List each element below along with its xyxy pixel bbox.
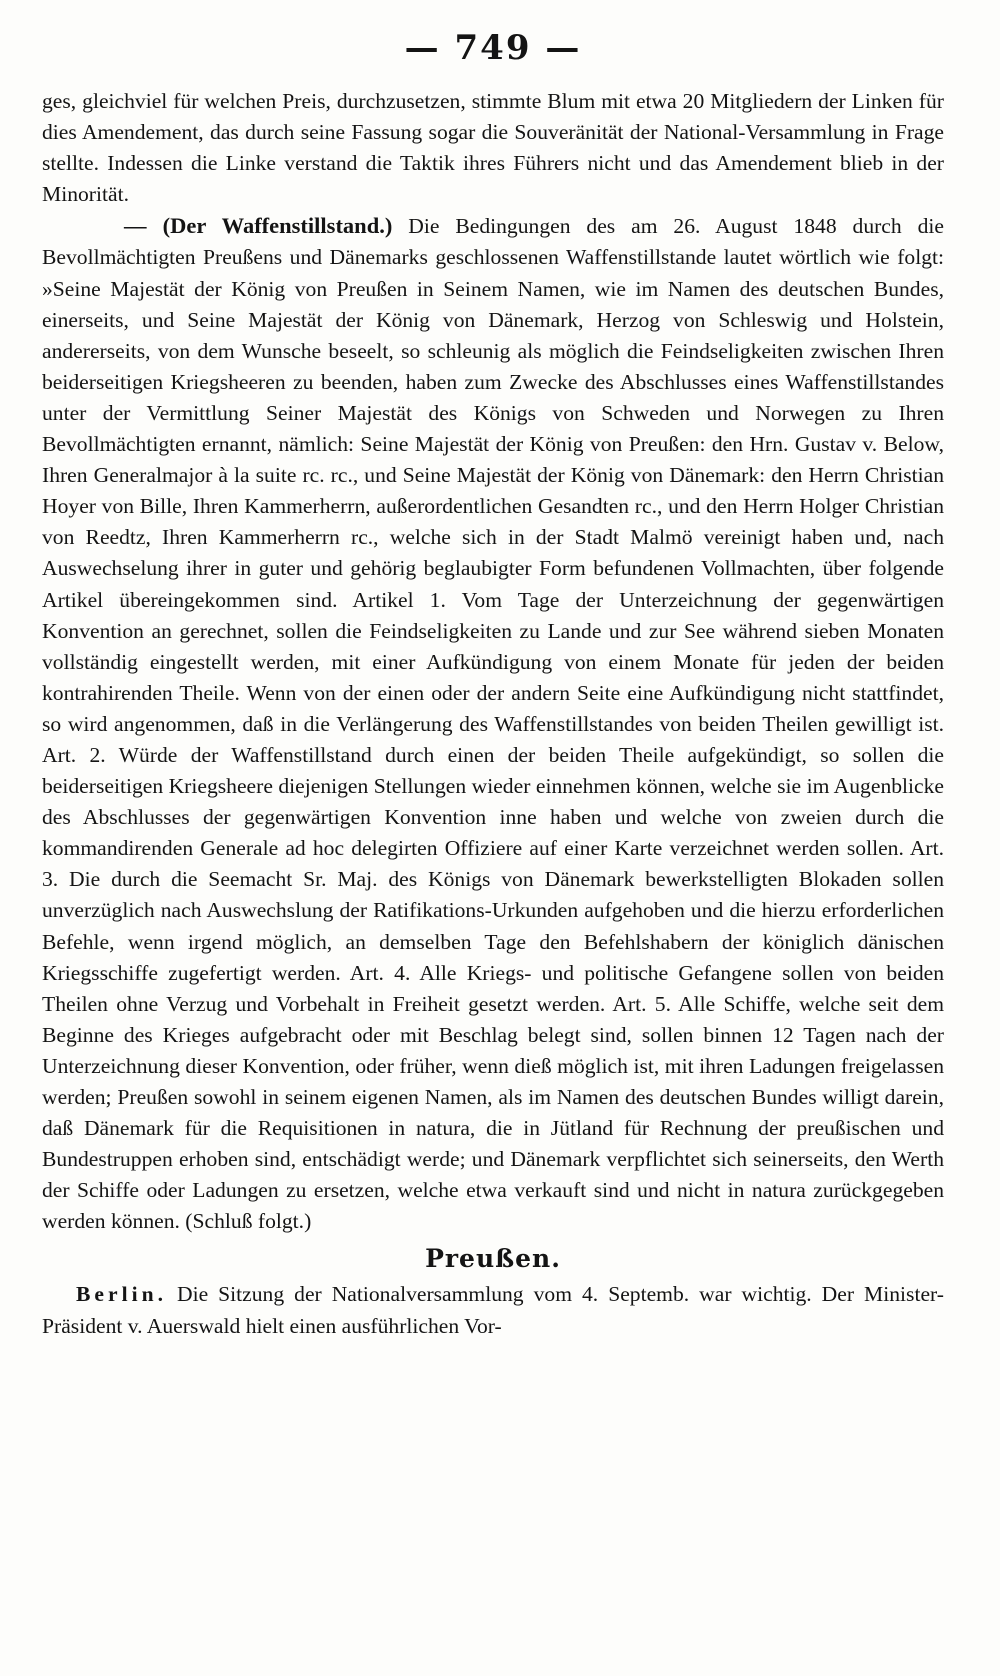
berlin-dateline: Berlin. <box>76 1282 167 1307</box>
continuation-text: ges, gleichviel für welchen Preis, durchzusetzen, stimmte Blum mit etwa 20 Mitgliedern der Linken für dies Amendement, das durch seine Fassung sogar die Souveränität der National-Versammlung in Frage stellte. Indessen die Linke verstand die Taktik ihres Führers nicht und das Amendement blieb in der Minorität. <box>42 89 944 207</box>
section-title: Preußen. <box>425 1244 561 1274</box>
page-number: — 749 — <box>404 28 582 68</box>
berlin-report <box>42 1279 944 1341</box>
armistice-text: Die Bedingungen des am 26. August 1848 durch die Bevollmächtigten Preußens und Dänemarks geschlossenen Waffenstillstande lautet wörtlich wie folgt: »Seine Majestät der König von Preußen in Seinem Namen, wie im Namen des deutschen Bundes, einerseits, und Seine Majestät der König von Dänemark, Herzog von Schleswig und Holstein, andererseits, von dem Wunsche beseelt, so schleunig als möglich die Feindseligkeiten zwischen Ihren beiderseitigen Kriegsheeren zu beenden, haben zum Zwecke des Abschlusses eines Waffenstillstandes unter der Vermittlung Seiner Majestät des Königs von Schweden und Norwegen zu Ihren Bevollmächtigten ernannt, nämlich: Seine Majestät der König von Preußen: den Hrn. Gustav v. Below, Ihren Generalmajor à la suite rc. rc., und Seine Majestät der König von Dänemark: den Herrn Christian Hoyer von Bille, Ihren Kammerherrn, außerordentlichen Gesandten rc., und den Herrn Holger Christian von Reedtz, Ihren Kammerherrn rc., welche sich in der Stadt Malmö vereinigt haben und, nach Auswechselung ihrer in guter und gehörig beglaubigter Form befundenen Vollmachten, über folgende Artikel übereingekommen sind. Artikel 1. Vom Tage der Unterzeichnung der gegenwärtigen Konvention an gerechnet, sollen die Feindseligkeiten zu Lande und zur See während sieben Monaten vollständig eingestellt werden, mit einer Aufkündigung von einem Monate für jeden der beiden kontrahirenden Theile. Wenn von der einen oder der andern Seite eine Aufkündigung nicht stattfindet, so wird angenommen, daß in die Verlängerung des Waffenstillstandes von beiden Theilen gewilligt ist. Art. 2. Würde der Waffenstillstand durch einen der beiden Theile aufgekündigt, so sollen die beiderseitigen Kriegsheere diejenigen Stellungen wieder einnehmen können, welche sie im Augenblicke des Abschlusses der gegenwärtigen Konvention inne haben und welche von zweien durch die kommandirenden Generale ad hoc delegirten Offiziere auf einer Karte verzeichnet werden sollen. Art. 3. Die durch die Seemacht Sr. Maj. des Königs von Dänemark bewerkstelligten Blokaden sollen unverzüglich nach Auswechslung der Ratifikations-Urkunden aufgehoben und die hierzu erforderlichen Befehle, wenn irgend möglich, an demselben Tage den Befehlshabern der königlich dänischen Kriegsschiffe zugefertigt werden. Art. 4. Alle Kriegs- und politische Gefangene sollen von beiden Theilen ohne Verzug und Vorbehalt in Freiheit gesetzt werden. Art. 5. Alle Schiffe, welche seit dem Beginne des Krieges aufgebracht oder mit Beschlag belegt sind, sollen binnen 12 Tagen nach der Unterzeichnung dieser Konvention, oder früher, wenn dieß möglich ist, mit ihren Ladungen freigelassen werden; Preußen sowohl in seinem eigenen Namen, als im Namen des deutschen Bundes willigt darein, daß Dänemark für die Requisitionen in natura, die in Jütland für Rechnung der preußischen und Bundestruppen erhoben sind, entschädigt werde; und Dänemark verpflichtet sich seinerseits, den Werth der Schiffe oder Ladungen zu ersetzen, welche etwa verkauft sind und nicht in natura zurückgegeben werden können. (Schluß folgt.) <box>42 214 944 1234</box>
armistice-article <box>42 210 944 1237</box>
berlin-text: Die Sitzung der Nationalversammlung vom 4. Septemb. war wichtig. Der Minister-Präsident v. Auerswald hielt einen ausführlichen Vor- <box>42 1282 944 1338</box>
continuation-paragraph <box>42 86 944 210</box>
armistice-heading: — (Der Waffenstillstand.) <box>124 213 393 239</box>
